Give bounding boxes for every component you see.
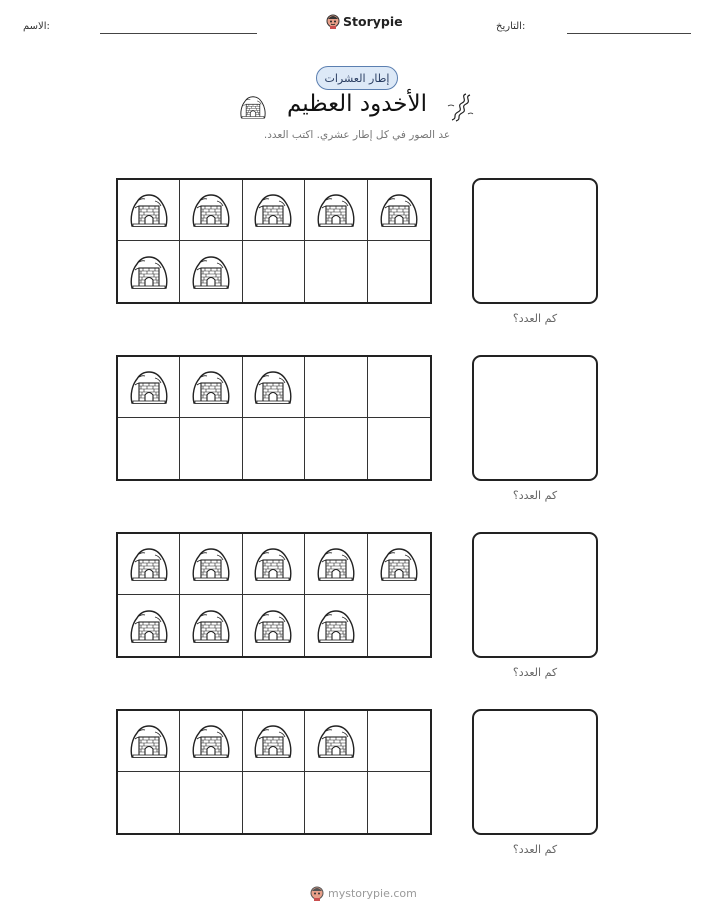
ten-frame-cell — [243, 418, 305, 479]
ten-frame-cell — [180, 595, 242, 656]
answer-box[interactable] — [472, 178, 598, 304]
ten-frame-cell — [118, 595, 180, 656]
ten-frame-cell — [368, 595, 430, 656]
ten-frame — [116, 178, 432, 304]
ten-frame-cell — [180, 534, 242, 595]
ten-frame-cell — [118, 180, 180, 241]
cave-dwelling-icon — [189, 250, 233, 294]
cave-dwelling-icon — [127, 250, 171, 294]
ten-frame-cell — [305, 241, 367, 302]
storypie-mascot-icon — [310, 885, 324, 901]
ten-frame-cell — [180, 241, 242, 302]
footer — [310, 885, 417, 901]
cave-dwelling-icon — [127, 542, 171, 586]
cave-dwelling-icon — [314, 188, 358, 232]
footer-site: mystorypie.com — [328, 886, 417, 900]
cave-dwelling-icon — [251, 719, 295, 763]
ten-frame-cell — [118, 418, 180, 479]
ten-frame — [116, 355, 432, 481]
ten-frame-cell — [368, 357, 430, 418]
ten-frame-cell — [180, 772, 242, 833]
ten-frame-cell — [305, 534, 367, 595]
ten-frame-cell — [118, 711, 180, 772]
ten-frame-cell — [180, 180, 242, 241]
ten-frame-cell — [368, 534, 430, 595]
ten-frame-cell — [243, 357, 305, 418]
cave-dwelling-icon — [189, 188, 233, 232]
ten-frame-cell — [243, 180, 305, 241]
storypie-mascot-icon — [326, 13, 340, 29]
date-label: التاريخ: — [496, 21, 526, 32]
ten-frame-cell — [118, 357, 180, 418]
cave-dwelling-icon — [127, 604, 171, 648]
cave-dwelling-icon — [314, 604, 358, 648]
ten-frame-cell — [305, 772, 367, 833]
cave-dwelling-icon — [238, 92, 268, 122]
date-line[interactable] — [567, 33, 691, 34]
answer-box[interactable] — [472, 532, 598, 658]
cave-dwelling-icon — [251, 188, 295, 232]
answer-box[interactable] — [472, 709, 598, 835]
ten-frame-cell — [305, 595, 367, 656]
ten-frame — [116, 532, 432, 658]
page-title: الأخدود العظيم — [286, 91, 428, 117]
ten-frame-cell — [118, 534, 180, 595]
worksheet-type-badge: إطار العشرات — [316, 66, 398, 90]
ten-frame-cell — [243, 534, 305, 595]
ten-frame-cell — [368, 772, 430, 833]
ten-frame-cell — [243, 595, 305, 656]
ten-frame-cell — [305, 418, 367, 479]
how-many-label: كم العدد؟ — [512, 843, 558, 856]
ten-frame-cell — [368, 711, 430, 772]
ten-frame — [116, 709, 432, 835]
ten-frame-cell — [180, 711, 242, 772]
brand-name: Storypie — [343, 13, 403, 29]
ten-frame-cell — [118, 241, 180, 302]
cave-dwelling-icon — [377, 542, 421, 586]
ten-frame-cell — [305, 711, 367, 772]
name-line[interactable] — [100, 33, 257, 34]
answer-box[interactable] — [472, 355, 598, 481]
cave-dwelling-icon — [127, 365, 171, 409]
cave-dwelling-icon — [377, 188, 421, 232]
name-label: الاسم: — [23, 21, 50, 32]
ten-frame-cell — [243, 711, 305, 772]
ten-frame-cell — [368, 418, 430, 479]
cave-dwelling-icon — [189, 542, 233, 586]
cave-dwelling-icon — [251, 365, 295, 409]
ten-frame-cell — [368, 241, 430, 302]
how-many-label: كم العدد؟ — [512, 312, 558, 325]
ten-frame-cell — [368, 180, 430, 241]
cave-dwelling-icon — [189, 719, 233, 763]
winding-river-icon — [446, 92, 474, 122]
cave-dwelling-icon — [127, 719, 171, 763]
cave-dwelling-icon — [251, 604, 295, 648]
ten-frame-cell — [180, 357, 242, 418]
ten-frame-cell — [180, 418, 242, 479]
brand — [326, 13, 403, 29]
how-many-label: كم العدد؟ — [512, 489, 558, 502]
cave-dwelling-icon — [314, 542, 358, 586]
how-many-label: كم العدد؟ — [512, 666, 558, 679]
ten-frame-cell — [305, 357, 367, 418]
ten-frame-cell — [305, 180, 367, 241]
ten-frame-cell — [118, 772, 180, 833]
ten-frame-cell — [243, 241, 305, 302]
cave-dwelling-icon — [189, 365, 233, 409]
instructions: عد الصور في كل إطار عشري. اكتب العدد. — [263, 129, 451, 141]
ten-frame-cell — [243, 772, 305, 833]
cave-dwelling-icon — [251, 542, 295, 586]
cave-dwelling-icon — [127, 188, 171, 232]
cave-dwelling-icon — [189, 604, 233, 648]
cave-dwelling-icon — [314, 719, 358, 763]
